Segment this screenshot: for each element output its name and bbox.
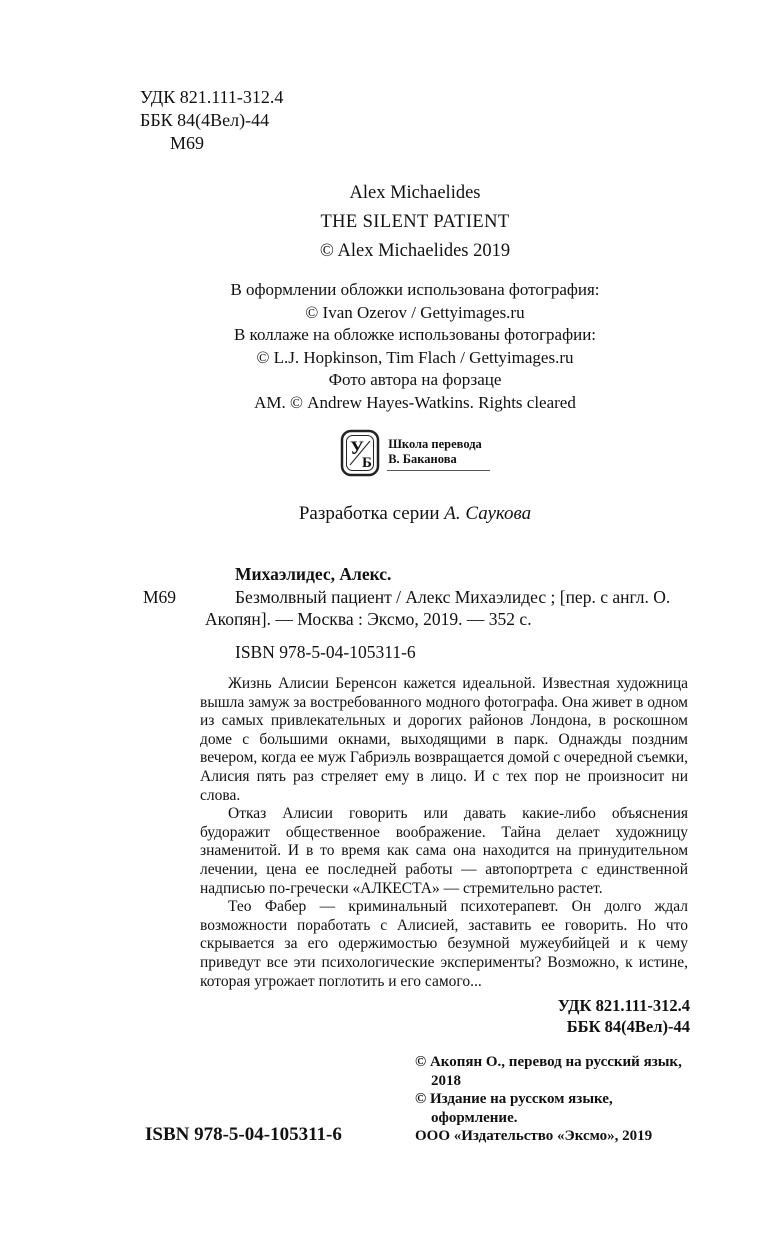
copyright-block — [415, 1053, 690, 1146]
classification-codes-top — [140, 86, 690, 155]
original-edition-block — [140, 179, 690, 266]
logo-letter-top: У — [350, 438, 365, 459]
series-designer-name: А. Саукова — [444, 503, 532, 524]
translation-school-logo-block — [140, 429, 690, 477]
translation-school-label — [387, 436, 490, 471]
udk-code: УДК 821.111-312.4 — [140, 87, 284, 107]
credit-line: В оформлении обложки использована фотография: — [230, 280, 600, 299]
credit-line: Фото автора на форзаце — [328, 370, 502, 389]
udk-code-bottom: УДК 821.111-312.4 — [557, 996, 690, 1016]
isbn-bottom: ISBN 978-5-04-105311-6 — [145, 1123, 342, 1145]
original-copyright: © Alex Michaelides 2019 — [319, 241, 511, 261]
catalog-isbn: ISBN 978-5-04-105311-6 — [235, 641, 416, 662]
annotation-block — [200, 675, 688, 991]
copyright-line: © Акопян О., перевод на русский язык, 2018 — [415, 1054, 682, 1089]
translation-school-line1: Школа перевода — [388, 436, 482, 451]
cover-credits-block — [140, 279, 690, 414]
translation-school-logo-icon — [340, 429, 380, 477]
catalog-author: Михаэлидес, Алекс. — [235, 564, 392, 584]
original-author: Alex Michaelides — [349, 183, 481, 203]
copyright-line: © Издание на русском языке, оформление. — [415, 1091, 613, 1126]
bbk-code-bottom: ББК 84(4Вел)-44 — [566, 1017, 690, 1037]
copyright-line: ООО «Издательство «Эксмо», 2019 — [415, 1128, 653, 1145]
logo-letter-bottom: Б — [362, 455, 373, 471]
credit-line: АМ. © Andrew Hayes-Watkins. Rights cleared — [254, 392, 576, 412]
author-sign-code: М69 — [170, 133, 205, 153]
bbk-code: ББК 84(4Вел)-44 — [140, 110, 270, 130]
original-title: THE SILENT PATIENT — [320, 212, 510, 232]
credit-line: © L.J. Hopkinson, Tim Flach / Gettyimages.ru — [256, 347, 574, 367]
translation-school-line2: В. Баканова — [388, 451, 457, 466]
credit-line: В коллаже на обложке использованы фотографии: — [233, 325, 597, 344]
annotation-paragraph: Жизнь Алисии Беренсон кажется идеальной. Известная художница вышла замуж за востребованного модного фотографа. Она живет в одном из самых привлекательных и дорогих районов Лондона, в роскошном доме с большими окнами, выходящими в парк. Однажды поздним вечером, когда ее муж Габриэль возвращается домой с очередной съемки, Алисия пять раз стреляет ему в лицо. И с тех пор не произносит ни слова. — [200, 675, 688, 804]
catalog-entry: Безмолвный пациент / Алекс Михаэлидес ; [пер. с англ. О. Акопян]. — Москва : Эксмо, 2019. — 352 с. — [205, 586, 671, 629]
credit-line: © Ivan Ozerov / Gettyimages.ru — [305, 302, 525, 322]
classification-codes-bottom — [140, 995, 690, 1037]
annotation-paragraph: Тео Фабер — криминальный психотерапевт. Он долго ждал возможности поработать с Алисией, заставить ее говорить. Но что скрывается за его одержимостью безумной мужеубийцей и к чему приведут все эти психологические эксперименты? Возможно, к истине, которая угрожает поглотить и его самого... — [200, 898, 688, 990]
series-design-prefix: Разработка серии — [298, 503, 445, 524]
imprint-bottom-row — [140, 1053, 690, 1146]
catalog-card — [143, 563, 690, 663]
catalog-author-sign: М69 — [143, 586, 177, 607]
annotation-paragraph: Отказ Алисии говорить или давать какие-либо объяснения будоражит общественное воображение. Тайна делает художницу знаменитой. И в то время как сама она находится на принудительном лечении, цена ее последней работы — автопортрета с единственной надписью по-гречески «АЛКЕСТА» — стремительно растет. — [200, 805, 688, 897]
series-design-line — [140, 503, 690, 525]
